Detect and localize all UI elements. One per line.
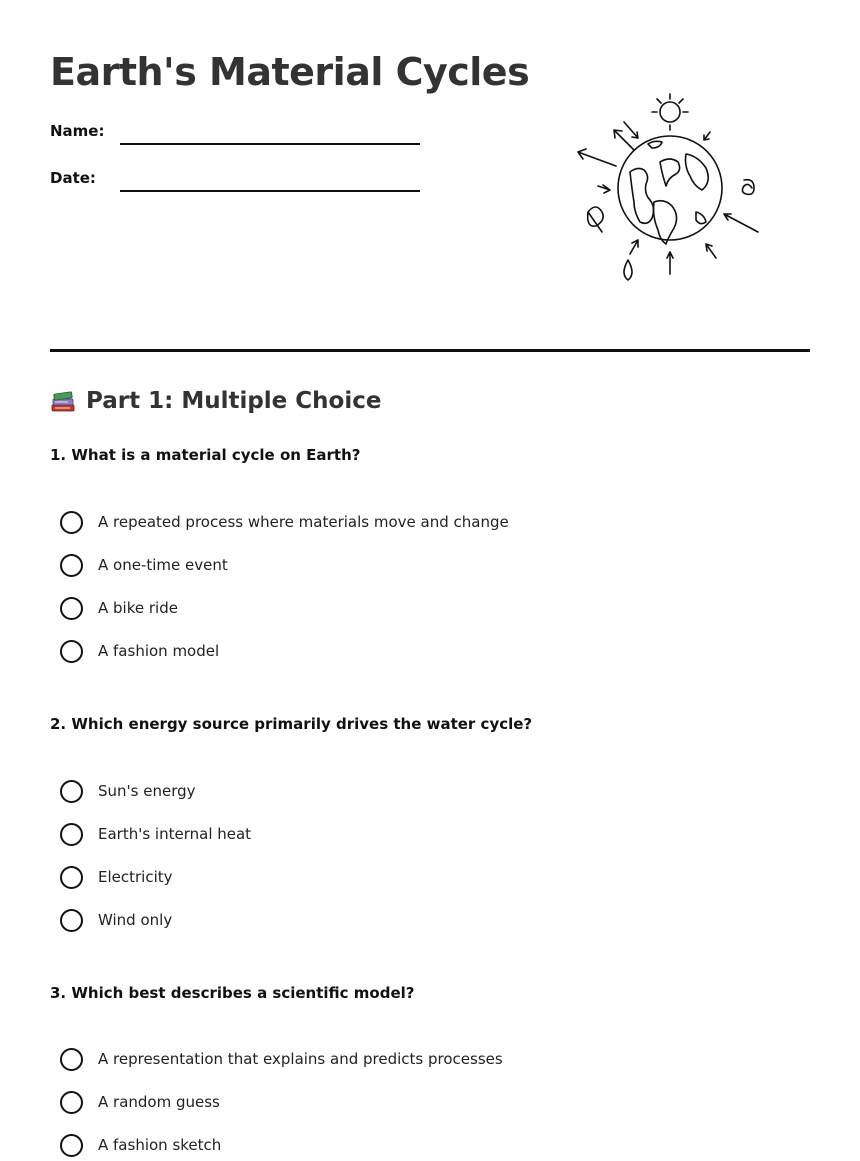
- radio-button[interactable]: [60, 511, 83, 534]
- radio-button[interactable]: [60, 1091, 83, 1114]
- radio-button[interactable]: [60, 823, 83, 846]
- question-2-option-c[interactable]: [60, 864, 173, 890]
- question-2-option-d[interactable]: [60, 907, 172, 933]
- date-input-line[interactable]: [120, 190, 420, 192]
- question-1-option-c[interactable]: [60, 595, 178, 621]
- option-label: Wind only: [98, 911, 173, 929]
- option-label: A bike ride: [98, 599, 178, 617]
- option-label: A repeated process where materials move and change: [98, 513, 509, 531]
- question-2: 2. Which energy source primarily drives the water cycle?: [50, 715, 533, 733]
- name-label: Name:: [50, 122, 105, 140]
- question-1-option-d[interactable]: [60, 638, 219, 664]
- section-title-text: Part 1: Multiple Choice: [86, 388, 382, 414]
- worksheet-title: Earth's Material Cycles: [50, 50, 530, 94]
- option-label: Sun's energy: [98, 782, 196, 800]
- question-3-option-b[interactable]: [60, 1089, 220, 1115]
- radio-button[interactable]: [60, 1048, 83, 1071]
- date-label: Date:: [50, 169, 96, 187]
- option-label: A representation that explains and predicts processes: [98, 1050, 503, 1068]
- option-label: A one-time event: [98, 556, 228, 574]
- option-label: A fashion sketch: [98, 1136, 222, 1154]
- question-2-option-a[interactable]: [60, 778, 196, 804]
- option-label: A fashion model: [98, 642, 220, 660]
- radio-button[interactable]: [60, 640, 83, 663]
- radio-button[interactable]: [60, 1134, 83, 1157]
- question-1-option-b[interactable]: [60, 552, 228, 578]
- option-label: A random guess: [98, 1093, 220, 1111]
- question-1: 1. What is a material cycle on Earth?: [50, 446, 361, 464]
- books-icon: [50, 388, 76, 414]
- radio-button[interactable]: [60, 909, 83, 932]
- section-divider: [50, 349, 810, 352]
- radio-button[interactable]: [60, 554, 83, 577]
- question-1-option-a[interactable]: [60, 509, 509, 535]
- question-2-option-b[interactable]: [60, 821, 251, 847]
- section-title: [50, 388, 381, 414]
- name-input-line[interactable]: [120, 143, 420, 145]
- radio-button[interactable]: [60, 866, 83, 889]
- radio-button[interactable]: [60, 780, 83, 803]
- option-label: Earth's internal heat: [98, 825, 252, 843]
- question-3: 3. Which best describes a scientific model?: [50, 984, 415, 1002]
- radio-button[interactable]: [60, 597, 83, 620]
- option-label: Electricity: [98, 868, 173, 886]
- earth-cycle-illustration-icon: [568, 92, 768, 292]
- question-3-option-c[interactable]: [60, 1132, 221, 1158]
- question-3-option-a[interactable]: [60, 1046, 503, 1072]
